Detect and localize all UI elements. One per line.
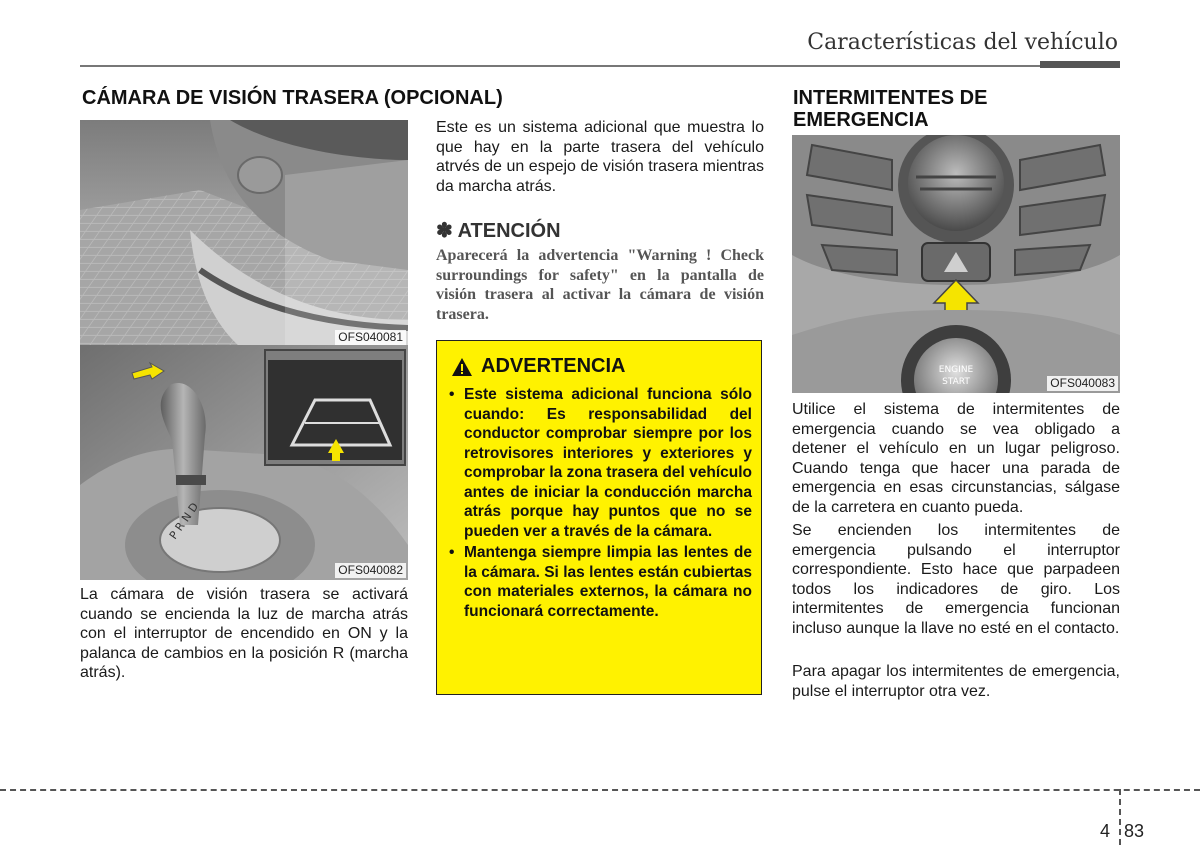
rear-bumper-image [80, 120, 408, 347]
hazard-paragraph-3: Para apagar los intermitentes de emergencia, pulse el interruptor otra vez. [792, 663, 1120, 700]
header-rule-accent [1040, 61, 1120, 68]
warning-item-text: Este sistema adicional funciona sólo cuando: Es responsabilidad del conductor comprobar siempre por los retrovisores interiores y exteriores y comprobar la zona trasera del vehículo antes de iniciar la conducción marcha atrás porque hay puntos que no se pueden ver a través de la cámara. [464, 386, 752, 540]
bullet: • [449, 544, 455, 561]
system-intro: Este es un sistema adicional que muestra lo que hay en la parte trasera del vehículo atrvés de un espejo de visión trasera mientras da marcha atrás. [436, 119, 764, 195]
bullet: • [449, 386, 455, 403]
attention-heading: ✽ ATENCIÓN [436, 220, 561, 242]
start-label: START [942, 377, 970, 387]
warning-list [449, 385, 752, 623]
warning-item-text: Mantenga siempre limpia las lentes de la cámara. Si las lentes están cubiertas con materiales externos, la cámara no funcionará correctamente. [464, 544, 752, 620]
rear-camera-description: La cámara de visión trasera se activará cuando se encienda la luz de marcha atrás con el interruptor de encendido en ON y la palanca de cambios en la posición R (marcha atrás). [80, 586, 408, 681]
warning-title: ADVERTENCIA [481, 355, 626, 377]
attention-text: Aparecerá la advertencia "Warning ! Check surroundings for safety" en la pantalla de visión trasera al activar la cámara de visión trasera. [436, 247, 764, 323]
footer-rule [0, 789, 1200, 791]
warning-box [436, 340, 762, 695]
header-rule [80, 65, 1120, 67]
gear-letters: P R N D [166, 500, 202, 542]
hazard-paragraph-2: Se encienden los intermitentes de emergencia pulsando el interruptor correspondiente. Esto hace que parpadeen todos los indicadores de giro. Los intermitentes de emergencia funcionan incluso aunque la llave no esté en el contacto. [792, 522, 1120, 637]
hazard-switch-image [792, 135, 1120, 393]
image-code-3: OFS040083 [1047, 376, 1118, 391]
chapter-number: 4 [1100, 821, 1111, 841]
warning-item [449, 385, 752, 541]
page-number: 83 [1124, 821, 1145, 841]
chapter-title: Características del vehículo [807, 30, 1118, 55]
image-code-2: OFS040082 [335, 563, 406, 578]
rear-camera-heading: CÁMARA DE VISIÓN TRASERA (OPCIONAL) [82, 87, 503, 109]
warning-item [449, 543, 752, 621]
image-code-1: OFS040081 [335, 330, 406, 345]
hazard-paragraph-1: Utilice el sistema de intermitentes de emergencia cuando se vea obligado a detener el vehículo en un lugar peligroso. Cuando tenga que hacer una parada de emergencia en esas circunstancias, sálgase de la carretera en cuanto pueda. [792, 401, 1120, 516]
warning-header [451, 355, 625, 378]
hazard-lights-heading: INTERMITENTES DE EMERGENCIA [793, 87, 988, 131]
engine-label: ENGINE [938, 365, 974, 375]
warning-triangle-icon [451, 357, 473, 377]
gear-shift-image [80, 345, 408, 580]
footer-divider [1119, 789, 1121, 845]
